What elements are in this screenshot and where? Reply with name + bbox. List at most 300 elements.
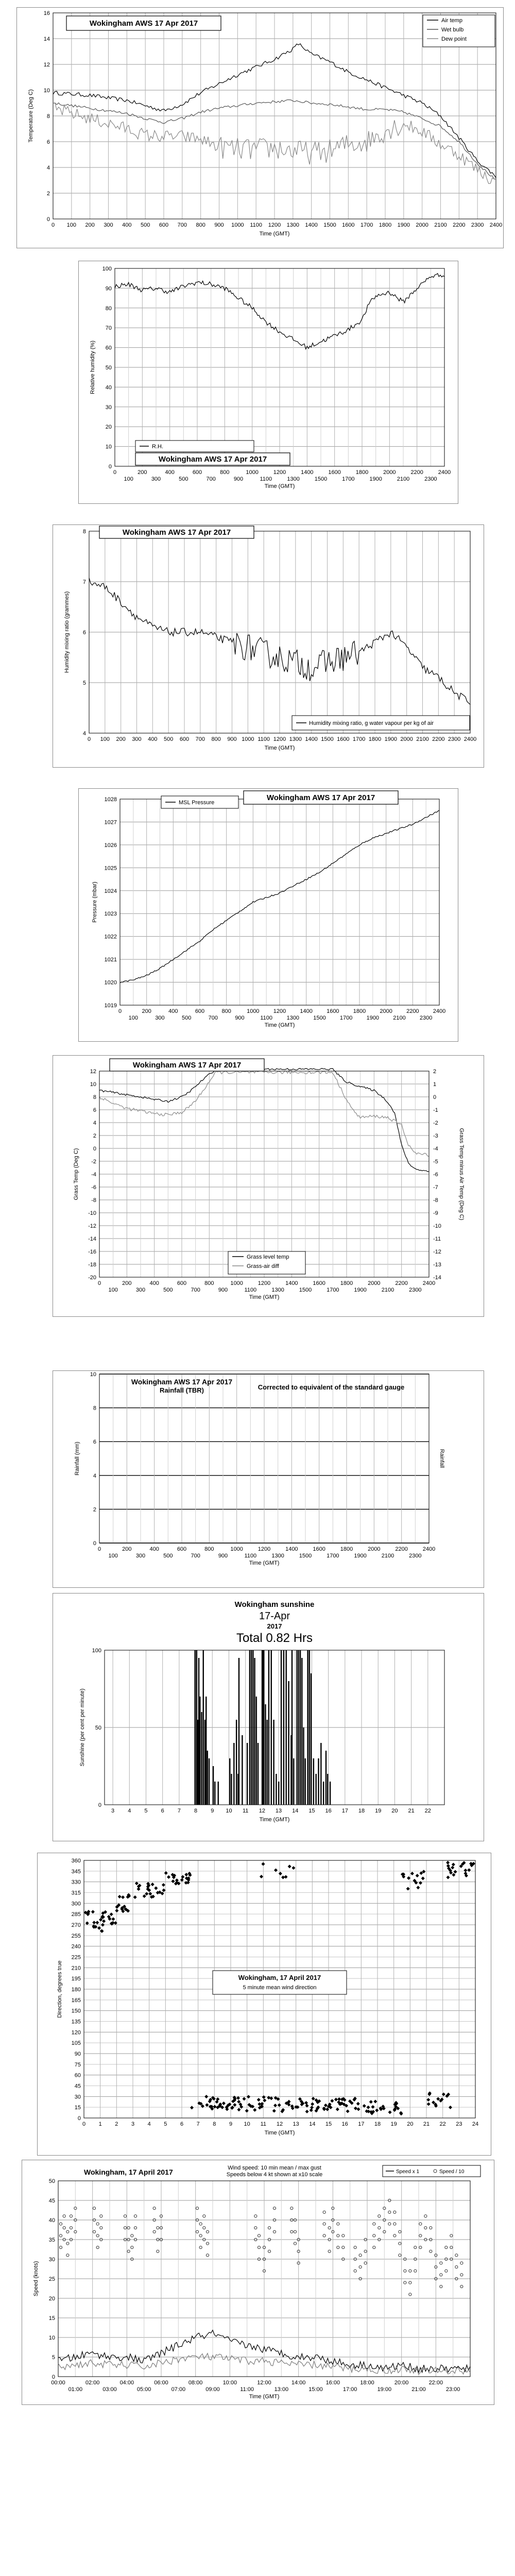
y-tick-label: 80: [105, 305, 112, 312]
y-tick-label: 150: [71, 2008, 81, 2014]
pressure-chart-svg: [79, 789, 458, 1041]
x-tick-label-secondary: 2300: [409, 1287, 422, 1293]
y-tick-label: 10: [90, 1371, 96, 1378]
x-tick-label-secondary: 1900: [354, 1553, 367, 1559]
y-tick-label: 4: [82, 731, 86, 737]
y-tick-label: 25: [48, 2276, 55, 2282]
x-tick-label-secondary: 21:00: [411, 2386, 426, 2393]
sunshine-bar: [201, 1712, 202, 1805]
x-tick-label-secondary: 03:00: [102, 2386, 117, 2393]
y-tick-label: 10: [90, 1081, 96, 1088]
legend-entry: Grass-air diff: [247, 1263, 279, 1269]
legend-entry: Wet bulb: [441, 27, 464, 33]
x-tick-label: 2000: [416, 222, 428, 228]
x-tick-label-secondary: 13:00: [274, 2386, 289, 2393]
x-tick-label: 2400: [433, 1008, 446, 1014]
chart-title: Wokingham AWS 17 Apr 2017: [89, 19, 198, 28]
x-tick-label-secondary: 100: [108, 1287, 118, 1293]
sunshine-bar: [273, 1720, 274, 1805]
rainfall-chart-svg: [53, 1371, 484, 1587]
x-axis-label: Time (GMT): [264, 2130, 295, 2136]
x-tick-label-secondary: 300: [155, 1015, 165, 1021]
x-tick-label-secondary: 19:00: [377, 2386, 392, 2393]
x-tick-label: 100: [66, 222, 77, 228]
x-tick-label-secondary: 1500: [299, 1287, 312, 1293]
x-tick-label-secondary: 700: [191, 1553, 200, 1559]
x-tick-label: 1600: [313, 1280, 325, 1286]
x-tick-label-secondary: 700: [206, 476, 216, 482]
y-tick-label: 90: [74, 2051, 81, 2057]
x-tick-label-secondary: 700: [191, 1287, 200, 1293]
x-tick-label: 400: [148, 736, 158, 742]
y-tick-label-right: -2: [433, 1120, 438, 1126]
x-tick-label-secondary: 1500: [313, 1015, 326, 1021]
y-tick-label: 210: [71, 1965, 81, 1972]
x-tick-label: 900: [227, 736, 237, 742]
sunshine-bar: [278, 1782, 279, 1805]
x-tick-label: 22: [439, 2121, 446, 2127]
sunshine-bar: [315, 1774, 316, 1805]
y-tick-label-right: -10: [433, 1223, 441, 1229]
chart-title: Wokingham sunshine: [234, 1600, 315, 1609]
x-tick-label: 600: [179, 736, 190, 742]
x-tick-label-secondary: 2300: [424, 476, 437, 482]
sunshine-bar: [256, 1697, 257, 1805]
y-tick-label: 14: [43, 36, 50, 42]
x-tick-label: 14: [292, 1808, 299, 1814]
x-tick-label-secondary: 300: [151, 476, 161, 482]
y-tick-label: 90: [105, 285, 112, 292]
x-tick-label: 2000: [368, 1546, 381, 1552]
y-tick-label: 2: [93, 1506, 96, 1513]
x-tick-label-secondary: 1700: [339, 1015, 353, 1021]
x-tick-label: 11: [260, 2121, 267, 2127]
x-tick-label-secondary: 17:00: [342, 2386, 357, 2393]
x-tick-label-secondary: 2100: [381, 1287, 394, 1293]
y-tick-label: 30: [74, 2094, 81, 2100]
y-tick-label: 4: [46, 165, 50, 171]
x-tick-label-secondary: 1300: [271, 1287, 284, 1293]
x-tick-label: 400: [149, 1546, 159, 1552]
sunshine-bar: [268, 1650, 269, 1805]
x-tick-label-secondary: 100: [108, 1553, 118, 1559]
y-tick-label: 360: [71, 1858, 81, 1864]
y-tick-label: 35: [48, 2237, 55, 2243]
y-tick-label-right: -9: [433, 1210, 438, 1216]
x-tick-label: 1000: [231, 222, 244, 228]
sunshine-bar: [218, 1782, 219, 1805]
x-tick-label: 1800: [340, 1546, 353, 1552]
y-tick-label: 75: [74, 2061, 81, 2068]
y-tick-label-right: -6: [433, 1172, 438, 1178]
x-tick-label: 1200: [273, 1008, 286, 1014]
y-tick-label: 105: [71, 2040, 81, 2047]
sunshine-bar: [288, 1681, 289, 1805]
x-tick-label-secondary: 500: [163, 1553, 173, 1559]
x-tick-label: 9: [211, 1808, 214, 1814]
x-tick-label: 400: [165, 469, 175, 476]
y-tick-label: 6: [82, 630, 86, 636]
y-tick-label: 165: [71, 1997, 81, 2004]
x-tick-label-secondary: 500: [181, 1015, 192, 1021]
sunshine-bar: [330, 1782, 331, 1805]
sunshine-bar: [204, 1720, 205, 1805]
chart-title: Wokingham AWS 17 Apr 2017: [266, 793, 375, 802]
y-tick-label-right: -1: [433, 1107, 438, 1113]
x-tick-label: 08:00: [188, 2380, 203, 2386]
sunshine-bar: [300, 1650, 301, 1805]
x-tick-label: 2400: [489, 222, 503, 228]
x-axis-label: Time (GMT): [264, 1022, 295, 1028]
y-tick-label: 1027: [104, 819, 117, 826]
x-tick-label: 1: [98, 2121, 102, 2127]
x-tick-label-secondary: 01:00: [68, 2386, 83, 2393]
x-tick-label-secondary: 100: [128, 1015, 139, 1021]
sunshine-bar: [198, 1658, 199, 1805]
sunshine-bar: [249, 1650, 250, 1805]
y-axis-label: Relative humidity (%): [90, 341, 96, 394]
y-tick-label: 8: [46, 113, 50, 120]
y-tick-label: 45: [74, 2083, 81, 2090]
x-tick-label: 400: [149, 1280, 159, 1286]
x-tick-label-secondary: 2100: [393, 1015, 406, 1021]
x-tick-label-secondary: 100: [124, 476, 133, 482]
x-tick-label: 2200: [395, 1546, 408, 1552]
x-tick-label: 1000: [246, 469, 259, 476]
x-axis-label: Time (GMT): [264, 745, 295, 751]
x-tick-label: 17: [358, 2121, 365, 2127]
x-tick-label: 1200: [273, 469, 286, 476]
x-tick-label-secondary: 500: [163, 1287, 173, 1293]
y-tick-label: 8: [82, 529, 86, 535]
x-tick-label-secondary: 2100: [397, 476, 410, 482]
x-tick-label: 2: [115, 2121, 118, 2127]
chart-year: 2017: [267, 1622, 282, 1630]
x-tick-label: 2100: [434, 222, 447, 228]
x-tick-label: 3: [111, 1808, 115, 1814]
y-tick-label: 8: [93, 1405, 96, 1412]
sunshine-bar: [229, 1758, 230, 1805]
x-tick-label: 600: [159, 222, 169, 228]
x-tick-label: 24: [472, 2121, 479, 2127]
grass-temp-chart-svg: [53, 1056, 484, 1316]
y-tick-label: 0: [52, 2374, 55, 2380]
x-tick-label: 1600: [328, 469, 341, 476]
chart-subtitle: Rainfall (TBR): [160, 1386, 204, 1394]
y-tick-label: 16: [43, 10, 50, 16]
y-tick-label: 0: [93, 1540, 96, 1547]
x-tick-label: 1400: [285, 1546, 298, 1552]
sunshine-bar: [298, 1650, 299, 1805]
y-axis-label: Humidity mixing ratio (grammes): [64, 591, 70, 673]
chart-title: Wokingham, 17 April 2017: [238, 1974, 321, 1981]
sunshine-bar: [301, 1658, 302, 1805]
y-tick-label: 70: [105, 325, 112, 332]
sunshine-bar: [296, 1650, 297, 1805]
y-tick-label: 1023: [104, 911, 117, 918]
x-tick-label: 2400: [438, 469, 451, 476]
x-tick-label: 800: [221, 1008, 231, 1014]
sunshine-bar: [311, 1673, 312, 1805]
x-tick-label: 1700: [360, 222, 373, 228]
x-tick-label: 0: [51, 222, 55, 228]
legend-entry: Humidity mixing ratio, g water vapour per kg of air: [309, 720, 434, 726]
y-tick-label: 5: [52, 2354, 55, 2361]
y-tick-label-right: -3: [433, 1133, 438, 1139]
x-tick-label: 200: [122, 1280, 132, 1286]
sunshine-bar: [327, 1774, 328, 1805]
x-tick-label: 16: [341, 2121, 348, 2127]
x-tick-label: 19: [375, 1808, 382, 1814]
x-tick-label: 1800: [353, 1008, 366, 1014]
y-tick-label: 135: [71, 2019, 81, 2025]
x-tick-label: 0: [82, 2121, 86, 2127]
y-tick-label-right: 0: [433, 1094, 437, 1100]
sunshine-bar: [271, 1650, 272, 1805]
sunshine-bar: [309, 1650, 310, 1805]
x-tick-label: 1900: [397, 222, 410, 228]
y-tick-label: 50: [48, 2178, 55, 2184]
y-tick-label: 330: [71, 1879, 81, 1886]
sunshine-bar: [207, 1751, 208, 1805]
y-tick-label: 15: [74, 2105, 81, 2111]
y-tick-label: 285: [71, 1911, 81, 1918]
x-tick-label: 900: [214, 222, 224, 228]
sunshine-bar: [325, 1751, 327, 1805]
x-tick-label-secondary: 2300: [419, 1015, 433, 1021]
y-tick-label: 2: [93, 1133, 96, 1139]
x-tick-label: 22: [424, 1808, 431, 1814]
x-tick-label: 2200: [410, 469, 423, 476]
y-tick-label: 195: [71, 1976, 81, 1982]
sunshine-bar: [267, 1720, 268, 1805]
x-axis-label: Time (GMT): [259, 1817, 290, 1823]
y-tick-label: 1022: [104, 934, 117, 940]
pressure-chart: [78, 788, 458, 1042]
x-tick-label: 1900: [384, 736, 398, 742]
rainfall-chart: [53, 1370, 484, 1588]
x-tick-label: 15: [308, 1808, 315, 1814]
x-tick-label: 8: [213, 2121, 216, 2127]
legend-entry: Air temp: [441, 18, 462, 24]
y-axis-label: Direction, degrees true: [57, 1960, 63, 2018]
x-tick-label: 1000: [230, 1546, 243, 1552]
y-tick-label: -10: [88, 1210, 96, 1216]
y-tick-label-right: -14: [433, 1275, 441, 1281]
x-tick-label: 13: [293, 2121, 299, 2127]
x-tick-label: 1400: [301, 469, 314, 476]
sunshine-bar: [238, 1658, 239, 1805]
x-tick-label: 800: [204, 1546, 214, 1552]
x-tick-label: 10: [244, 2121, 250, 2127]
x-tick-label-secondary: 1700: [342, 476, 355, 482]
y-tick-label: 0: [77, 2115, 81, 2122]
x-tick-label-secondary: 1900: [354, 1287, 367, 1293]
x-tick-label-secondary: 700: [208, 1015, 218, 1021]
chart-subtitle: Wind speed: 10 min mean / max gust: [228, 2165, 321, 2171]
y-tick-label-right: -8: [433, 1197, 438, 1204]
x-tick-label: 2400: [422, 1546, 436, 1552]
x-axis-label: Time (GMT): [264, 483, 295, 489]
sunshine-bar: [320, 1743, 321, 1805]
x-tick-label-secondary: 1500: [299, 1553, 312, 1559]
x-tick-label: 2300: [471, 222, 484, 228]
x-tick-label: 1200: [258, 1280, 271, 1286]
y-tick-label: 345: [71, 1868, 81, 1875]
y-tick-label-right: 1: [433, 1081, 437, 1088]
x-tick-label: 13: [275, 1808, 282, 1814]
x-tick-label: 1300: [286, 222, 300, 228]
y-tick-label: 6: [46, 139, 50, 145]
x-tick-label: 2200: [406, 1008, 419, 1014]
y-tick-label: 100: [102, 266, 112, 272]
x-tick-label: 15: [325, 2121, 332, 2127]
y-tick-label: 50: [105, 365, 112, 371]
x-tick-label: 12: [259, 1808, 265, 1814]
x-tick-label: 17: [341, 1808, 348, 1814]
x-tick-label: 1700: [352, 736, 366, 742]
x-tick-label: 200: [116, 736, 126, 742]
wind-speed-chart-svg: [22, 2160, 494, 2404]
legend-entry: R.H.: [152, 444, 163, 450]
sunshine-bar: [205, 1697, 207, 1805]
sunshine-bar: [291, 1650, 293, 1805]
sunshine-bar: [293, 1758, 294, 1805]
y-axis-label: Sunshine (per cent per minute): [79, 1688, 85, 1767]
x-tick-label: 4: [147, 2121, 151, 2127]
x-tick-label: 1200: [258, 1546, 271, 1552]
y-tick-label: 15: [48, 2315, 55, 2321]
x-tick-label: 5: [144, 1808, 148, 1814]
x-tick-label: 800: [204, 1280, 214, 1286]
x-tick-label: 20: [391, 1808, 398, 1814]
y-tick-label: 1021: [104, 957, 117, 963]
y-tick-label: 270: [71, 1922, 81, 1928]
sunshine-chart-svg: [53, 1594, 484, 1841]
x-tick-label: 100: [100, 736, 110, 742]
y-tick-label: -16: [88, 1249, 96, 1255]
y-tick-label: 8: [93, 1094, 96, 1100]
y-axis-label-right: Grass Temp minus Air Temp (Deg C): [458, 1128, 465, 1221]
y-tick-label: 300: [71, 1901, 81, 1907]
chart-total: Total 0.82 Hrs: [236, 1631, 313, 1645]
y-tick-label: 1025: [104, 865, 117, 872]
x-tick-label: 22:00: [428, 2380, 443, 2386]
y-tick-label: 0: [46, 216, 50, 223]
x-tick-label: 2000: [380, 1008, 392, 1014]
wind-direction-chart-svg: [38, 1853, 491, 2155]
x-tick-label: 1500: [321, 736, 334, 742]
sunshine-bar: [209, 1758, 210, 1805]
y-tick-label: 10: [105, 444, 112, 450]
x-tick-label: 0: [113, 469, 117, 476]
x-tick-label: 200: [85, 222, 95, 228]
x-tick-label: 7: [177, 1808, 181, 1814]
x-tick-label: 8: [194, 1808, 198, 1814]
sunshine-bar: [213, 1766, 214, 1805]
x-tick-label: 2300: [448, 736, 461, 742]
grass-temp-chart: [53, 1055, 484, 1317]
x-tick-label: 4: [128, 1808, 131, 1814]
sunshine-bar: [286, 1650, 287, 1805]
x-tick-label-secondary: 1700: [327, 1553, 339, 1559]
y-tick-label: 30: [105, 404, 112, 411]
x-tick-label: 0: [97, 1280, 101, 1286]
x-tick-label-secondary: 05:00: [136, 2386, 151, 2393]
x-tick-label: 19: [390, 2121, 397, 2127]
y-axis-label: Temperature (Deg C): [28, 89, 34, 143]
x-tick-label: 200: [122, 1546, 132, 1552]
y-tick-label: -18: [88, 1262, 96, 1268]
sunshine-bar: [247, 1743, 248, 1805]
y-axis-label: Grass Temp (Deg C): [73, 1148, 79, 1200]
humidity-chart-svg: [79, 261, 458, 503]
x-tick-label: 6: [161, 1808, 164, 1814]
sunshine-bar: [307, 1650, 308, 1805]
x-tick-label: 1200: [273, 736, 286, 742]
y-tick-label-right: -7: [433, 1184, 438, 1191]
chart-title: Wokingham AWS 17 Apr 2017: [122, 528, 231, 537]
x-tick-label: 600: [177, 1280, 187, 1286]
y-tick-label: 4: [93, 1472, 96, 1479]
x-tick-label: 2000: [400, 736, 413, 742]
y-tick-label: 1024: [104, 888, 117, 894]
x-tick-label: 23: [456, 2121, 462, 2127]
x-tick-label: 800: [196, 222, 205, 228]
sunshine-bar: [318, 1758, 319, 1805]
x-tick-label: 600: [192, 469, 202, 476]
chart-subtitle: Speeds below 4 kt shown at x10 scale: [226, 2172, 323, 2178]
x-tick-label: 1800: [355, 469, 369, 476]
y-tick-label-right: -5: [433, 1159, 438, 1165]
x-tick-label-secondary: 900: [218, 1287, 228, 1293]
x-tick-label-secondary: 1500: [314, 476, 328, 482]
x-tick-label: 00:00: [51, 2380, 65, 2386]
y-tick-label: 50: [95, 1725, 101, 1731]
y-tick-label: 0: [93, 1146, 96, 1152]
y-tick-label: -2: [91, 1159, 96, 1165]
x-tick-label: 0: [118, 1008, 122, 1014]
sunshine-bar: [281, 1650, 282, 1805]
y-tick-label: -12: [88, 1223, 96, 1229]
sunshine-bar: [233, 1743, 234, 1805]
x-tick-label-secondary: 1300: [271, 1553, 284, 1559]
y-tick-label: 100: [92, 1648, 101, 1654]
sunshine-chart: [53, 1593, 484, 1841]
x-tick-label: 2400: [422, 1280, 436, 1286]
x-tick-label: 600: [195, 1008, 205, 1014]
x-tick-label: 1200: [268, 222, 281, 228]
sunshine-bar: [196, 1650, 197, 1805]
x-tick-label: 3: [131, 2121, 135, 2127]
chart-subtitle: 5 minute mean wind direction: [243, 1985, 317, 1991]
x-tick-label: 2200: [432, 736, 445, 742]
x-tick-label-secondary: 15:00: [308, 2386, 323, 2393]
y-tick-label: 20: [48, 2296, 55, 2302]
x-tick-label: 1600: [337, 736, 350, 742]
x-tick-label: 600: [177, 1546, 187, 1552]
y-tick-label-right: -13: [433, 1262, 441, 1268]
y-tick-label: -6: [91, 1184, 96, 1191]
x-tick-label-secondary: 09:00: [205, 2386, 220, 2393]
x-tick-label: 700: [177, 222, 187, 228]
x-tick-label: 18: [374, 2121, 381, 2127]
x-tick-label: 06:00: [154, 2380, 168, 2386]
x-tick-label-secondary: 1900: [369, 476, 382, 482]
y-axis-label: Rainfall (mm): [74, 1442, 80, 1476]
y-tick-label: -4: [91, 1172, 96, 1178]
x-tick-label: 10:00: [222, 2380, 237, 2386]
